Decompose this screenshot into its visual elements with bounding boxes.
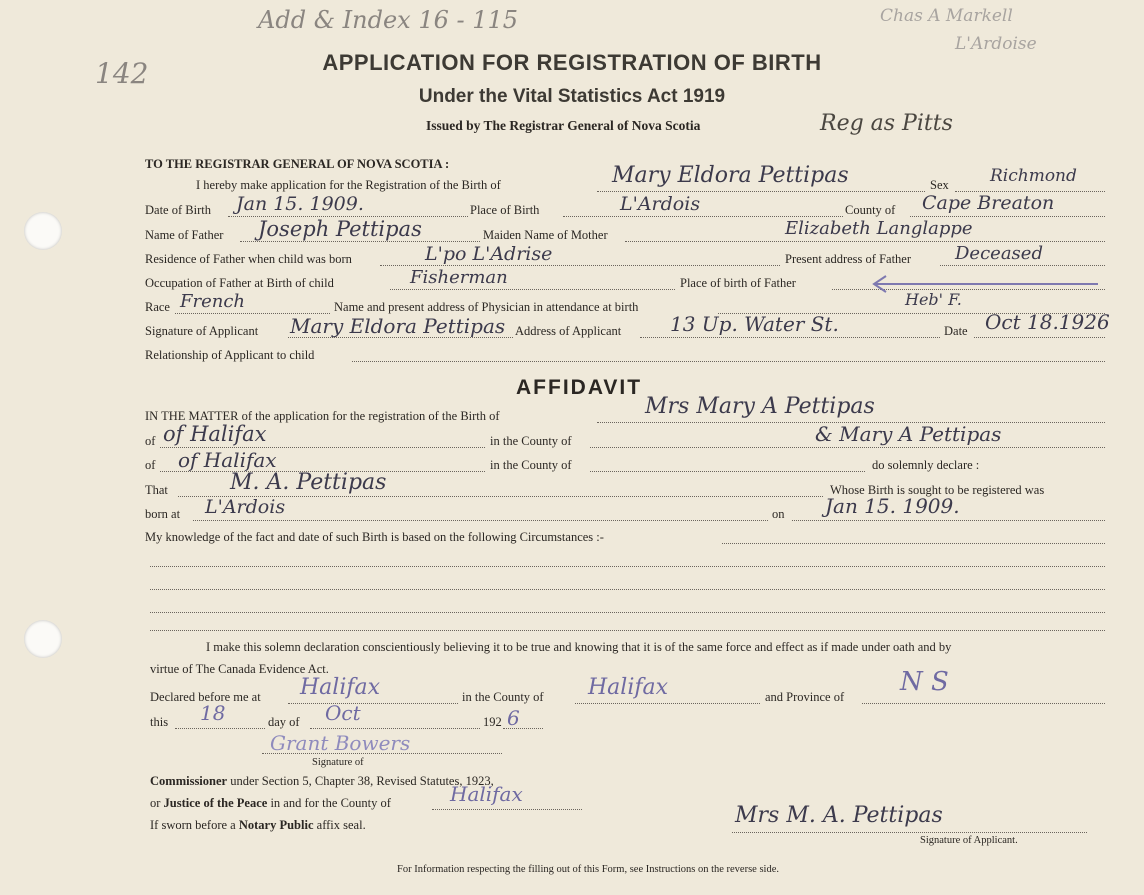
- margin-note-reg-as: Reg as Pitts: [820, 111, 953, 136]
- label-signature-of-applicant-affidavit: Signature of Applicant.: [920, 835, 1018, 846]
- margin-note-index: Add & Index 16 - 115: [258, 6, 519, 34]
- label-date: Date: [944, 324, 968, 338]
- label-residence-of-father: Residence of Father when child was born: [145, 252, 352, 266]
- label-signature-of: Signature of: [312, 757, 364, 768]
- label-on: on: [772, 507, 785, 521]
- label-whose-birth: Whose Birth is sought to be registered was: [830, 483, 1045, 497]
- label-signature-of-applicant: Signature of Applicant: [145, 324, 259, 338]
- applicant-signature-value: Mary Eldora Pettipas: [290, 314, 506, 338]
- county-value: Cape Breaton: [922, 192, 1055, 214]
- form-subtitle: Under the Vital Statistics Act 1919: [418, 86, 726, 107]
- year-value: 6: [507, 706, 520, 730]
- label-knowledge: My knowledge of the fact and date of such Birth is based on the following Circumstances :-: [145, 530, 604, 544]
- form-title: APPLICATION FOR REGISTRATION OF BIRTH: [322, 50, 822, 75]
- on-date-value: Jan 15. 1909.: [825, 494, 960, 518]
- place-of-birth-value: L'Ardois: [620, 193, 701, 215]
- label-registration-of-birth: I hereby make application for the Registration of the Birth of: [196, 178, 501, 192]
- county-note-value: Richmond: [990, 166, 1077, 186]
- label-in-the-matter: IN THE MATTER of the application for the registration of the Birth of: [145, 409, 500, 423]
- label-in-the-county-of: in the County of: [462, 690, 544, 704]
- father-name-value: Joseph Pettipas: [258, 217, 422, 241]
- label-of-2: of: [145, 458, 156, 472]
- that-value: M. A. Pettipas: [230, 470, 387, 495]
- declared-county-value: Halifax: [588, 675, 669, 700]
- jp-county-value: Halifax: [450, 782, 523, 806]
- punch-hole: [24, 620, 62, 658]
- county-1-value: & Mary A Pettipas: [815, 422, 1002, 446]
- label-relationship: Relationship of Applicant to child: [145, 348, 315, 362]
- label-address-of-applicant: Address of Applicant: [515, 324, 622, 338]
- label-sworn: If sworn before a: [150, 818, 236, 832]
- label-present-address-of-father: Present address of Father: [785, 252, 912, 266]
- commissioner-line: [150, 774, 494, 789]
- of-2-value: of Halifax: [178, 448, 277, 472]
- punch-hole: [24, 212, 62, 250]
- declared-at-value: Halifax: [300, 675, 381, 700]
- present-address-of-father-value: Deceased: [955, 243, 1043, 264]
- label-county-1: in the County of: [490, 434, 572, 448]
- label-day-of: day of: [268, 715, 300, 729]
- justice-label: Justice of the Peace: [163, 796, 268, 810]
- mother-name-value: Elizabeth Langlappe: [785, 218, 973, 239]
- label-of-1: of: [145, 434, 156, 448]
- solemn-declaration-line-1: I make this solemn declaration conscientiously believing it to be true and knowing that it is of the same force and effect as if made under oath and by: [206, 640, 952, 654]
- solemn-declaration-line-2: virtue of The Canada Evidence Act.: [150, 662, 329, 676]
- commissioner-rest: under Section 5, Chapter 38, Revised Statutes, 1923,: [230, 774, 494, 788]
- label-year: 192: [483, 715, 502, 729]
- matter-value: Mrs Mary A Pettipas: [645, 394, 875, 419]
- label-province-of: and Province of: [765, 690, 845, 704]
- margin-note-page-number: 142: [95, 57, 149, 90]
- label-race: Race: [145, 300, 170, 314]
- arrow-mark-icon: [868, 272, 1108, 296]
- label-or: or: [150, 796, 161, 810]
- label-that: That: [145, 483, 168, 497]
- label-occupation-of-father: Occupation of Father at Birth of child: [145, 276, 334, 290]
- occupation-of-father-value: Fisherman: [410, 267, 508, 288]
- applicant-address-value: 13 Up. Water St.: [670, 312, 839, 336]
- justice-line: [150, 796, 391, 811]
- month-value: Oct: [325, 701, 361, 725]
- affidavit-title: AFFIDAVIT: [516, 376, 643, 399]
- label-county-of: County of: [845, 203, 896, 217]
- label-maiden-name-of-mother: Maiden Name of Mother: [483, 228, 608, 242]
- label-this: this: [150, 715, 169, 729]
- footer-info: For Information respecting the filling out of this Form, see Instructions on the reverse side.: [397, 864, 780, 875]
- margin-note-top-right-1: Chas A Markell: [880, 6, 1013, 26]
- residence-of-father-value: L'po L'Adrise: [425, 243, 553, 265]
- issued-by: Issued by The Registrar General of Nova Scotia: [426, 118, 701, 133]
- commissioner-signature-value: Grant Bowers: [270, 731, 411, 755]
- label-place-of-birth: Place of Birth: [470, 203, 540, 217]
- notary-label: Notary Public: [238, 818, 314, 832]
- province-value: N S: [900, 667, 949, 697]
- physician-value: Heb' F.: [905, 290, 962, 309]
- date-of-birth-value: Jan 15. 1909.: [236, 193, 364, 215]
- label-physician: Name and present address of Physician in attendance at birth: [334, 300, 639, 314]
- notary-line: [150, 818, 366, 833]
- label-sex: Sex: [930, 178, 949, 192]
- of-1-value: of Halifax: [163, 422, 267, 446]
- commissioner-label: Commissioner: [150, 774, 228, 788]
- label-name-of-father: Name of Father: [145, 228, 224, 242]
- label-do-solemnly-declare: do solemnly declare :: [872, 458, 980, 472]
- child-name-value: Mary Eldora Pettipas: [612, 163, 849, 188]
- label-declared-before-me: Declared before me at: [150, 690, 261, 704]
- applicant-signature-affidavit-value: Mrs M. A. Pettipas: [735, 803, 943, 828]
- label-date-of-birth: Date of Birth: [145, 203, 211, 217]
- application-date-value: Oct 18.1926: [985, 310, 1110, 334]
- justice-rest: in and for the County of: [270, 796, 391, 810]
- to-registrar-line: TO THE REGISTRAR GENERAL OF NOVA SCOTIA :: [145, 157, 450, 171]
- day-value: 18: [200, 701, 226, 725]
- label-place-of-birth-of-father: Place of birth of Father: [680, 276, 796, 290]
- sworn-rest: affix seal.: [316, 818, 366, 832]
- label-born-at: born at: [145, 507, 181, 521]
- born-at-value: L'Ardois: [205, 496, 286, 518]
- margin-note-top-right-2: L'Ardoise: [955, 34, 1037, 54]
- race-value: French: [180, 291, 246, 312]
- label-county-2: in the County of: [490, 458, 572, 472]
